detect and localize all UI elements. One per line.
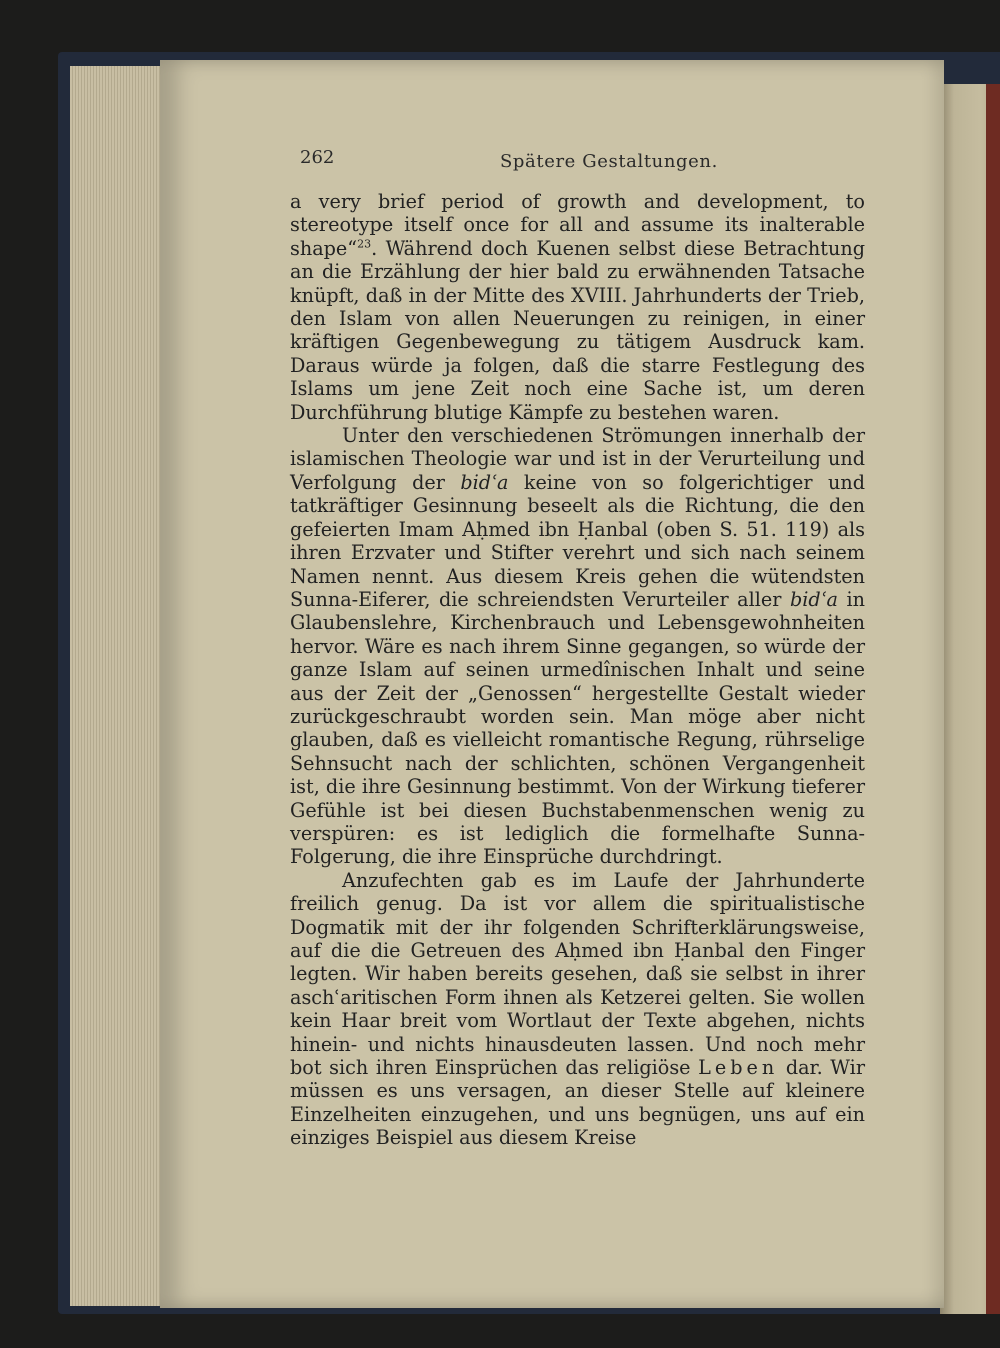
body-text: [290, 190, 865, 1150]
running-title: Spätere Gestaltungen.: [500, 151, 718, 172]
paragraph-2-text-c: keine von so folgerichtiger und tatkräftiger Gesinnung beseelt als die Richtung, die den gefeierten Imam Aḥmed ibn Ḥanbal (oben S. 51. 119) als ihren Erzvater und Stifter verehrt und sich nach seinem Namen nennt. Aus diesem Kreis gehen die wütendsten Sunna-Eiferer, die schreiendsten Verurteiler aller: [290, 470, 865, 611]
term-bida-1: bidʿa: [460, 470, 509, 494]
paragraph-1: [290, 190, 865, 424]
paragraph-1-tail: . Während doch Kuenen selbst diese Betrachtung an die Erzählung der hier bald zu erwähnenden Tatsache knüpft, daß in der Mitte des XVIII. Jahrhunderts der Trieb, den Islam von allen Neuerungen zu reinigen, in einer kräftigen Gegenbewegung zu tätigem Ausdruck kam. Daraus würde ja folgen, daß die starre Festlegung des Islams um jene Zeit noch eine Sache ist, um deren Durchführung blutige Kämpfe zu bestehen waren.: [290, 236, 865, 424]
paragraph-2-text-e: in Glaubenslehre, Kirchenbrauch und Lebensgewohnheiten hervor. Wäre es nach ihrem Sinne gegangen, so würde der ganze Islam auf seinen urmedînischen Inhalt und seine aus der Zeit der „Genossen“ hergestellte Gestalt wieder zurückgeschraubt worden sein. Man möge aber nicht glauben, daß es vielleicht romantische Regung, rührselige Sehnsucht nach der schlichten, schönen Vergangenheit ist, die ihre Gesinnung bestimmt. Von der Wirkung tieferer Gefühle ist bei diesen Buchstabenmenschen wenig zu verspüren: es ist lediglich die formelhafte Sunna-Folgerung, die ihre Einsprüche durchdringt.: [290, 587, 865, 869]
paragraph-3-text-c: dar. Wir müssen es uns versagen, an dieser Stelle auf kleinere Einzelheiten einzugehen, und uns begnügen, uns auf ein einziges Beispiel aus diesem Kreise: [290, 1056, 865, 1150]
page-number: 262: [300, 147, 335, 168]
footnote-ref-23: 23: [357, 237, 372, 251]
paragraph-2: [290, 424, 865, 869]
facing-page-fore-edge: [986, 84, 1000, 1314]
paragraph-1-text: a very brief period of growth and development, to stereotype itself once for all and assume its inalterable shape“: [290, 190, 865, 260]
term-bida-2: bidʿa: [789, 587, 838, 611]
paragraph-3: [290, 869, 865, 1150]
paragraph-3-text-a: Anzufechten gab es im Laufe der Jahrhunderte freilich genug. Da ist vor allem die spiritualistische Dogmatik mit der ihr folgenden Schrifterklärungsweise, auf die die Getreuen des Aḥmed ibn Ḥanbal den Finger legten. Wir haben bereits gesehen, daß sie selbst in ihrer aschʿaritischen Form ihnen als Ketzerei gelten. Sie wollen kein Haar breit vom Wortlaut der Texte abgehen, nichts hinein- und nichts hinausdeuten lassen. Und noch mehr bot sich ihren Einsprüchen das religiöse: [290, 868, 865, 1080]
spaced-word-leben: Leben: [698, 1056, 779, 1080]
page-edges: [70, 66, 170, 1306]
page-header: [300, 143, 870, 173]
paragraph-2-text-a: Unter den verschiedenen Strömungen innerhalb der islamischen Theologie war und ist in der Verurteilung und Verfolgung der: [290, 424, 865, 494]
